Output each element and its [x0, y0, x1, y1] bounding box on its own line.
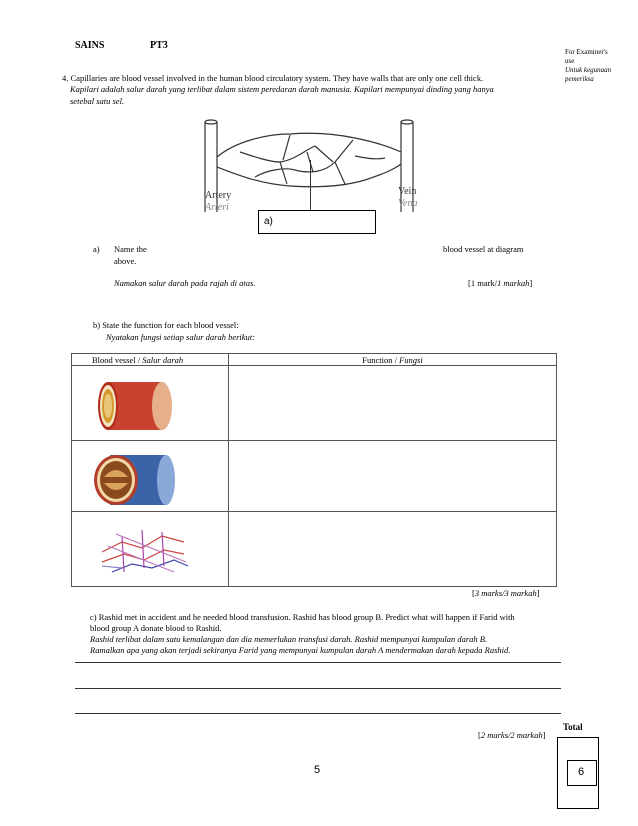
artery-cross-section-icon	[72, 366, 208, 438]
marks-close: ]	[536, 588, 540, 598]
table-row	[72, 366, 557, 441]
marks-close: ]	[542, 730, 546, 740]
total-score-box	[567, 760, 597, 786]
vessel-cell	[72, 441, 229, 512]
function-answer-cell[interactable]	[229, 512, 557, 587]
blood-vessel-table	[71, 353, 557, 587]
marks-text-ms: 1 markah	[497, 278, 530, 288]
part-a-question-2: blood vessel at diagram	[443, 244, 524, 254]
q4-intro-ms-2: setebal satu sel.	[70, 96, 125, 106]
table-row	[72, 441, 557, 512]
part-a-question-1: Name the	[114, 244, 147, 254]
marks-text: [1 mark/	[468, 278, 498, 288]
part-a-question-ms: Namakan salur darah pada rajah di atas.	[114, 278, 256, 288]
marks-text: 3 marks/3 markah	[474, 588, 537, 598]
artery-label-ms: Arteri	[205, 202, 229, 213]
function-answer-cell[interactable]	[229, 441, 557, 512]
part-c-question-ms-2: Ramalkan apa yang akan terjadi sekiranya Farid yang mempunyai kumpulan darah A mendermakan darah kepada Rashid.	[90, 645, 511, 655]
answer-box-label: a)	[264, 216, 273, 227]
vessel-cell	[72, 512, 229, 587]
part-a-question-3: above.	[114, 256, 137, 266]
marks-open: [	[472, 588, 475, 598]
answer-line[interactable]	[75, 713, 561, 714]
part-c-question-ms-1: Rashid terlibat dalam satu kemalangan dan dia memerlukan transfusi darah. Rashid mempunyai kumpulan darah B.	[90, 634, 488, 644]
col-header-vessel	[72, 354, 229, 366]
vein-label: Vein	[398, 186, 417, 197]
part-c-question-1: c) Rashid met in accident and he needed blood transfusion. Rashid has blood group B. Predict what will happen if Farid with	[90, 612, 515, 622]
part-a-marker: a)	[93, 244, 100, 254]
vessel-cell	[72, 366, 229, 441]
callout-line	[310, 160, 311, 210]
vein-label-ms: Vena	[398, 198, 418, 209]
part-b-question-ms: Nyatakan fungsi setiap salur darah berikut:	[106, 332, 255, 342]
col-header-vessel-en: Blood vessel /	[92, 354, 141, 365]
part-b-marks	[472, 588, 540, 599]
total-label: Total	[563, 722, 583, 732]
q4-intro-ms: Kapilari adalah salur darah yang terlibat dalam sistem peredaran darah manusia. Kapilari mempunyai dinding yang hanya	[70, 84, 494, 94]
col-header-function-ms: Fungsi	[399, 354, 423, 365]
col-header-function	[229, 354, 557, 366]
examiner-note	[565, 48, 625, 84]
function-answer-cell[interactable]	[229, 366, 557, 441]
part-a-marks	[468, 278, 532, 289]
capillary-network-icon	[72, 512, 208, 584]
artery-label: Artery	[205, 190, 232, 201]
examiner-line: For Examiner's	[565, 48, 608, 56]
col-header-function-en: Function /	[362, 354, 397, 365]
marks-close: ]	[529, 278, 533, 288]
part-c-marks	[478, 730, 546, 741]
table-row	[72, 512, 557, 587]
answer-line[interactable]	[75, 662, 561, 663]
marks-open: [	[478, 730, 481, 740]
examiner-line: pemeriksa	[565, 75, 594, 83]
q4-intro-en: 4. Capillaries are blood vessel involved in the human blood circulatory system. They have walls that are only one cell thick.	[62, 73, 484, 83]
answer-line[interactable]	[75, 688, 561, 689]
paper-label: PT3	[150, 40, 168, 51]
page-number: 5	[314, 764, 321, 776]
answer-box-a[interactable]	[258, 210, 376, 234]
vein-cross-section-icon	[72, 441, 208, 509]
examiner-line: Untuk kegunaan	[565, 66, 612, 74]
col-header-vessel-ms: Salur darah	[142, 354, 184, 365]
total-score: 6	[578, 766, 585, 778]
part-b-question: b) State the function for each blood vessel:	[93, 320, 239, 330]
marks-text: 2 marks/2 markah	[480, 730, 543, 740]
part-c-question-2: blood group A donate blood to Rashid.	[90, 623, 222, 633]
examiner-line: use	[565, 57, 575, 65]
subject-label: SAINS	[75, 40, 105, 51]
